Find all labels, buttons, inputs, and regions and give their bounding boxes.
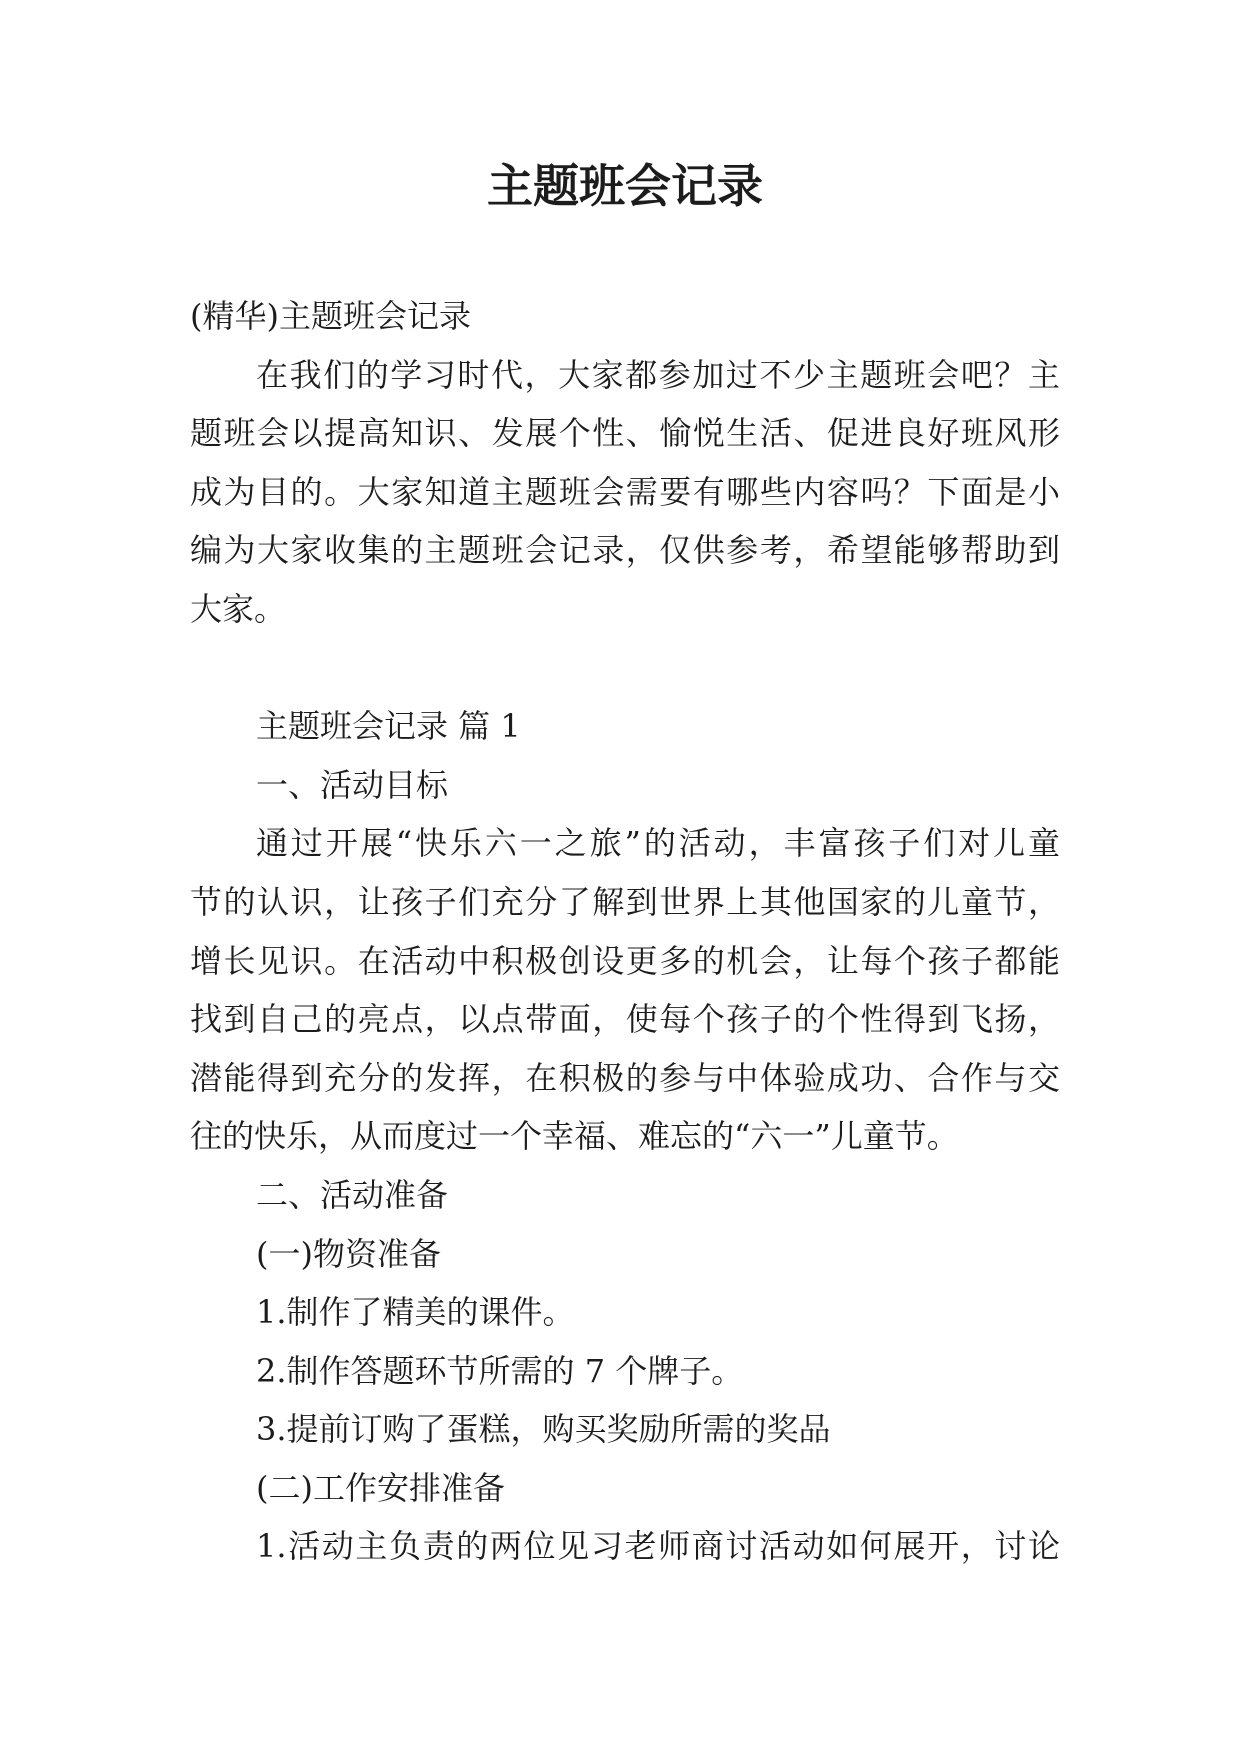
heading-activity-goal: 一、活动目标 [256, 765, 449, 804]
blank-line [190, 639, 1060, 698]
paragraph-line: 通过开展“快乐六一之旅”的活动，丰富孩子们对儿童 [256, 824, 1060, 863]
lead-line: (精华)主题班会记录 [190, 297, 471, 335]
paragraph-line: 题班会以提高知识、发展个性、愉悦生活、促进良好班风形 [190, 414, 1060, 453]
paragraph-line: 潜能得到充分的发挥，在积极的参与中体验成功、合作与交 [190, 1058, 1060, 1097]
list-item: 2.制作答题环节所需的 7 个牌子。 [256, 1351, 744, 1390]
document-title: 主题班会记录 [487, 159, 763, 213]
list-item: 1.活动主负责的两位见习老师商讨活动如何展开，讨论 [256, 1527, 1060, 1566]
materials-list [190, 1283, 1060, 1459]
paragraph-line: 大家。 [190, 589, 287, 628]
paragraph-line: 成为目的。大家知道主题班会需要有哪些内容吗？下面是小 [190, 472, 1060, 511]
goal-paragraph [190, 814, 1060, 1166]
section-heading: 主题班会记录 篇 1 [256, 707, 521, 746]
paragraph-line: 增长见识。在活动中积极创设更多的机会，让每个孩子都能 [190, 941, 1060, 980]
arrangements-list [190, 1517, 1060, 1576]
paragraph-line: 在我们的学习时代，大家都参加过不少主题班会吧？主 [256, 355, 1060, 394]
intro-paragraph [190, 346, 1060, 639]
paragraph-line: 往的快乐，从而度过一个幸福、难忘的“六一”儿童节。 [190, 1117, 959, 1156]
list-item: 3.提前订购了蛋糕，购买奖励所需的奖品 [256, 1410, 831, 1449]
paragraph-line: 节的认识，让孩子们充分了解到世界上其他国家的儿童节， [190, 882, 1060, 921]
list-item: 1.制作了精美的课件。 [256, 1293, 575, 1332]
subheading-materials: (一)物资准备 [256, 1234, 441, 1273]
paragraph-line: 编为大家收集的主题班会记录，仅供参考，希望能够帮助到 [190, 531, 1060, 570]
document-body [190, 287, 1060, 1576]
heading-activity-preparation: 二、活动准备 [256, 1175, 449, 1214]
subheading-arrangements: (二)工作安排准备 [256, 1468, 505, 1507]
paragraph-line: 找到自己的亮点，以点带面，使每个孩子的个性得到飞扬， [190, 1000, 1060, 1039]
